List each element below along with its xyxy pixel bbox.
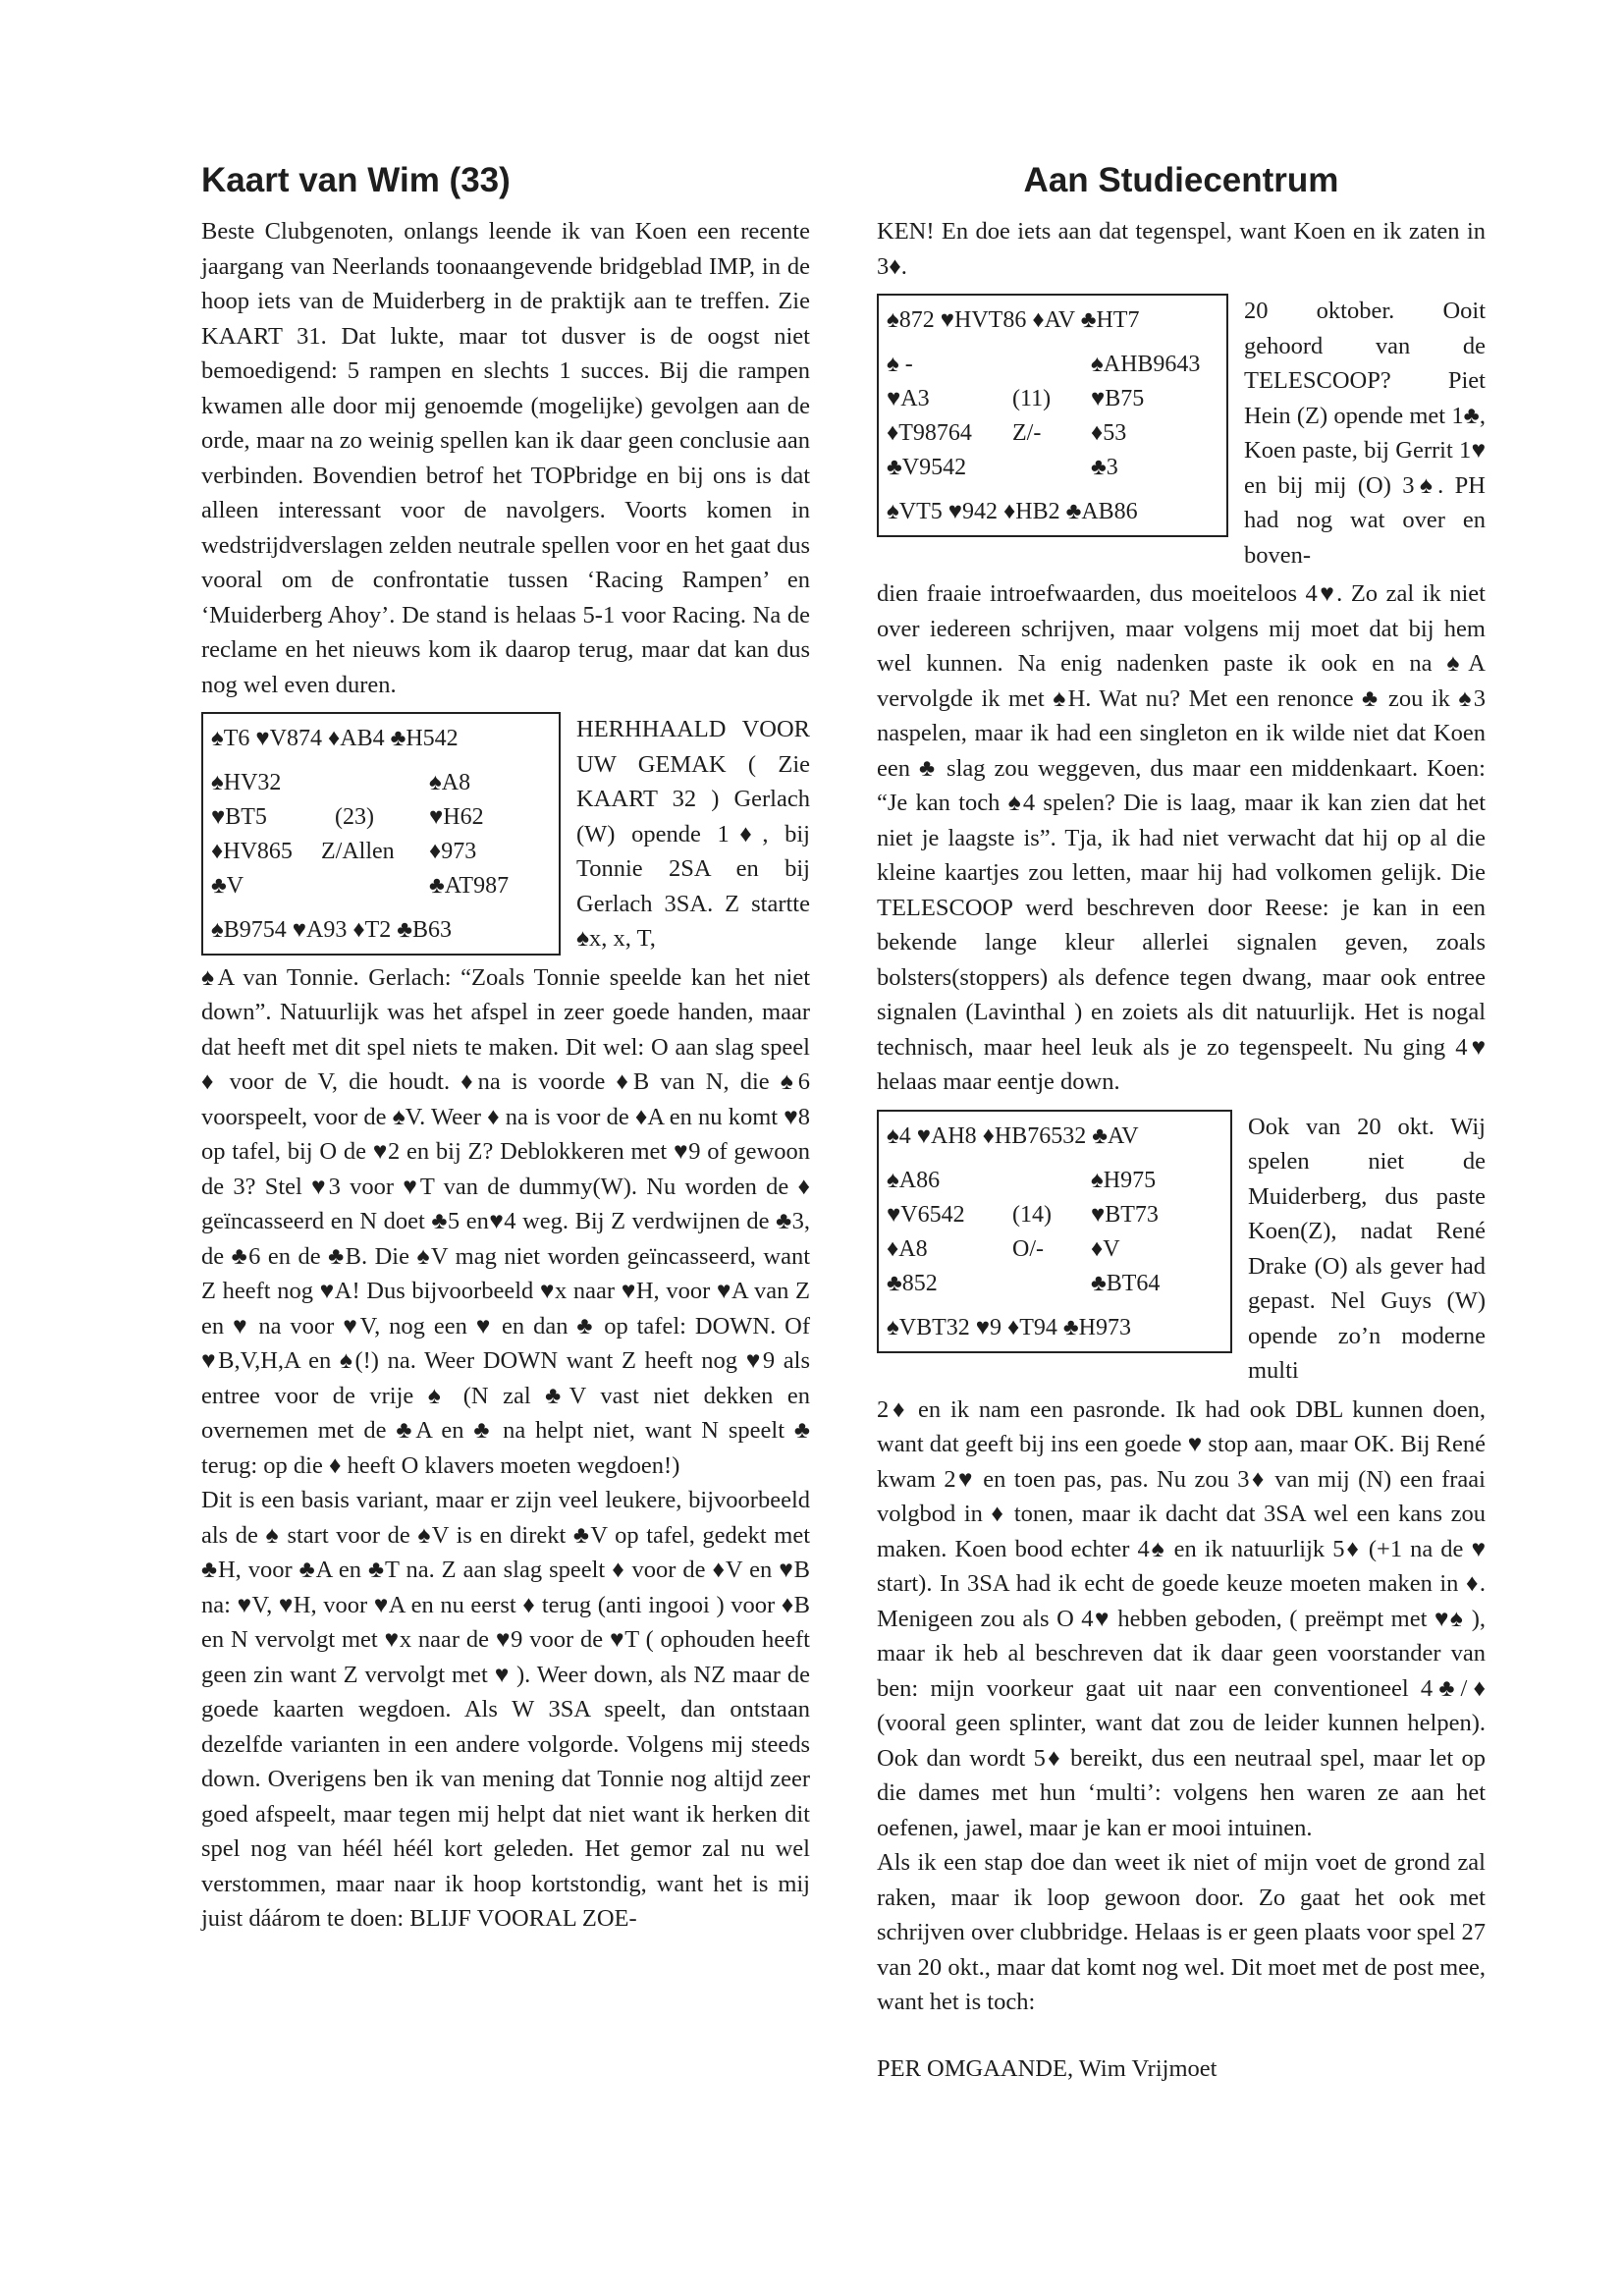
west-hearts: ♥BT5 <box>211 804 267 830</box>
east-clubs: ♣3 <box>1091 455 1118 480</box>
board-number: (11) <box>1012 386 1052 411</box>
right-paragraph-4: Als ik een stap doe dan weet ik niet of mijn voet de grond zal raken, maar ik loop gewoon door. Zo gaat het ook met schrijven over clubbridge. Helaas is er geen plaats voor spel 27 van 20 okt., maar dat komt nog wel. Dit moet met de post mee, want het is toch: <box>877 1849 1486 2015</box>
east-clubs: ♣AT987 <box>429 873 510 899</box>
east-spades: ♠H975 <box>1091 1167 1157 1193</box>
south-hand: ♠VBT32 ♥9 ♦T94 ♣H973 <box>887 1314 1131 1340</box>
deal-middle <box>1012 348 1091 382</box>
deal-diagram <box>201 712 561 956</box>
board-number: (14) <box>1012 1201 1052 1228</box>
east-hearts: ♥B75 <box>1091 386 1145 411</box>
deal-row <box>211 800 553 835</box>
south-hand: ♠B9754 ♥A93 ♦T2 ♣B63 <box>211 917 453 943</box>
deal-row <box>887 348 1220 382</box>
deal-row <box>211 835 553 869</box>
north-hand: ♠T6 ♥V874 ♦AB4 ♣H542 <box>211 726 459 751</box>
deal-middle <box>1012 1164 1091 1198</box>
right-paragraph-1: KEN! En doe iets aan dat tegenspel, want Koen en ik zaten in 3♦. <box>877 218 1486 280</box>
west-diamonds: ♦HV865 <box>211 839 293 864</box>
deal-middle <box>321 766 429 800</box>
deal-diagram <box>877 294 1228 537</box>
deal-middle <box>321 869 429 903</box>
right-column <box>877 159 1486 2086</box>
west-spades: ♠ - <box>887 352 913 377</box>
left-paragraph-2: ♠A van Tonnie. Gerlach: “Zoals Tonnie speelde kan het niet down”. Natuurlijk was het afspel in zeer goede handen, maar dat heeft met dit spel niets te maken. Dit wel: O aan slag speel ♦ voor de V, die houdt. ♦na is voorde ♦B van N, die ♠6 voorspeelt, voor de ♠V. Weer ♦ na is voor de ♦A en nu komt ♥8 op tafel, bij O de ♥2 en bij Z? Deblokkeren met ♥9 of gewoon de 3? Stel ♥3 voor ♥T van de dummy(W). Nu worden de ♦ geïncasseerd en N doet ♣5 en♥4 weg. Bij Z verdwijnen de ♣3, de ♣6 en de ♣B. Die ♠V mag niet worden geïncasseerd, want Z heeft nog ♥A! Dus bijvoorbeeld ♥x naar ♥H, voor ♥A van Z en ♥ na voor ♥V, nog een ♥ en dan ♣ op tafel: DOWN. Of ♥B,V,H,A en ♠(!) na. Weer DOWN want Z heeft nog ♥9 als entree voor de vrije ♠ (N zal ♣V vast niet dekken en overnemen met de ♣A en ♣ na helpt niet, want N speelt ♣ terug: op die ♦ heeft O klavers moeten wegdoen!) <box>201 963 810 1479</box>
deal-row <box>887 1232 1224 1267</box>
west-spades: ♠HV32 <box>211 770 282 795</box>
west-hearts: ♥V6542 <box>887 1201 965 1228</box>
signature: PER OMGAANDE, Wim Vrijmoet <box>877 2054 1218 2082</box>
deal-middle <box>1012 1267 1091 1301</box>
deal-14 <box>877 1110 1486 1389</box>
north-hand: ♠872 ♥HVT86 ♦AV ♣HT7 <box>887 307 1140 333</box>
east-spades: ♠AHB9643 <box>1091 352 1201 377</box>
deal-row <box>211 869 553 903</box>
deal-diagram <box>877 1110 1232 1353</box>
left-paragraph-1: Beste Clubgenoten, onlangs leende ik van Koen een recente jaargang van Neerlands toonaangevende bridgeblad IMP, in de hoop iets van de Muiderberg in de praktijk aan te treffen. Zie KAART 31. Dat lukte, maar tot dusver is de oogst niet bemoedigend: 5 rampen en slechts 1 succes. Bij die rampen kwamen alle door mij genoemde (mogelijke) gevolgen aan de orde, maar na zo weinig spellen kan ik daar geen conclusie aan verbinden. Bovendien betrof het TOPbridge en bij ons is dat alleen interessant voor de navolgers. Voorts komen in wedstrijdverslagen zelden neutrale spellen voor en het gaat dus vooral om de confrontatie tussen ‘Racing Rampen’ en ‘Muiderberg Ahoy’. De stand is helaas 5-1 voor Racing. Na de reclame en het nieuws kom ik daarop terug, maar dat kan dus nog wel even duren. <box>201 218 810 698</box>
west-clubs: ♣852 <box>887 1270 938 1296</box>
deal-side-text: Ook van 20 okt. Wij spelen niet de Muiderberg, dus paste Koen(Z), nadat René Drake (O) als gever had gepast. Nel Guys (W) opende zo’n moderne multi <box>1248 1113 1486 1384</box>
west-clubs: ♣V <box>211 873 244 899</box>
left-column <box>201 159 810 1937</box>
east-hearts: ♥H62 <box>429 804 484 830</box>
deal-middle <box>1012 451 1091 485</box>
dealer-vulnerability: O/- <box>1012 1235 1044 1262</box>
west-spades: ♠A86 <box>887 1167 941 1193</box>
article-title: Kaart van Wim (33) <box>201 161 511 199</box>
east-clubs: ♣BT64 <box>1091 1270 1161 1296</box>
south-hand: ♠VT5 ♥942 ♦HB2 ♣AB86 <box>887 499 1138 524</box>
west-clubs: ♣V9542 <box>887 455 967 480</box>
left-paragraph-3: Dit is een basis variant, maar er zijn veel leukere, bijvoorbeeld als de ♠ start voor de ♠V is en direkt ♣V op tafel, gedekt met ♣H, voor ♣A en ♣T na. Z aan slag speelt ♦ voor de ♦V en ♥B na: ♥V, ♥H, voor ♥A en nu eerst ♦ terug (anti ingooi ) voor ♦B en N vervolgt met ♥x naar de ♥9 voor de ♥T ( ophouden heeft geen zin want Z vervolgt met ♥ ). Weer down, als NZ maar de goede kaarten wegdoen. Als W 3SA speelt, dan ontstaan dezelfde varianten in een andere volgorde. Volgens mij steeds down. Overigens ben ik van mening dat Tonnie nog altijd zeer goed afspeelt, maar tegen mij helpt dat niet want ik herken dit spel nog van héél héél kort geleden. Het gemor zal nu wel verstommen, maar naar ik hoop kortstondig, want het is mij juist dáárom te doen: BLIJF VOORAL ZOE- <box>201 1487 810 1932</box>
deal-row <box>887 382 1220 416</box>
deal-row <box>887 416 1220 451</box>
deal-row <box>887 1164 1224 1198</box>
deal-row <box>887 451 1220 485</box>
deal-row <box>887 1267 1224 1301</box>
north-hand: ♠4 ♥AH8 ♦HB76532 ♣AV <box>887 1122 1139 1149</box>
deal-side-text: HERHHAALD VOOR UW GEMAK ( Zie KAART 32 ) Gerlach (W) opende 1♦, bij Tonnie 2SA en bij Gerlach 3SA. Z startte ♠x, x, T, <box>576 716 810 952</box>
deal-side-text: 20 oktober. Ooit gehoord van de TELESCOOP? Piet Hein (Z) opende met 1♣, Koen paste, bij Gerrit 1♥ en bij mij (O) 3♠. PH had nog wat over en boven- <box>1244 298 1486 569</box>
west-hearts: ♥A3 <box>887 386 930 411</box>
section-title: Aan Studiecentrum <box>1023 161 1339 199</box>
board-number: (23) <box>335 804 374 830</box>
east-hearts: ♥BT73 <box>1091 1201 1159 1228</box>
west-diamonds: ♦A8 <box>887 1235 928 1262</box>
dealer-vulnerability: Z/- <box>1012 420 1042 446</box>
dealer-vulnerability: Z/Allen <box>321 839 395 864</box>
right-paragraph-3: 2♦ en ik nam een pasronde. Ik had ook DBL kunnen doen, want dat geeft bij ins een goede ♥ stop aan, maar OK. Bij René kwam 2♥ en toen pas, pas. Nu zou 3♦ van mij (N) een fraai volgbod in ♦ tonen, maar ik dacht dat 3SA wel een kans zou maken. Koen bood echter 4♠ en ik natuurlijk 5♦ (+1 na de ♥ start). In 3SA had ik echt de goede keuze moeten maken in ♦. Menigeen zou als O 4♥ hebben geboden, ( preëmpt met ♥♠ ), maar ik heb al beschreven dat ik daar geen voorstander van ben: mijn voorkeur gaat uit naar een conventioneel 4♣/♦ (vooral geen splinter, want dat zou de leider kunnen helpen). Ook dan wordt 5♦ bereikt, dus een neutraal spel, maar let op die dames met hun ‘multi’: volgens hen waren ze aan het oefenen, jawel, maar je kan er mooi intuinen. <box>877 1395 1486 1841</box>
west-diamonds: ♦T98764 <box>887 420 972 446</box>
east-diamonds: ♦V <box>1091 1235 1120 1262</box>
deal-row <box>211 766 553 800</box>
east-spades: ♠A8 <box>429 770 471 795</box>
deal-11 <box>877 294 1486 573</box>
right-paragraph-2: dien fraaie introefwaarden, dus moeiteloos 4♥. Zo zal ik niet over iedereen schrijven, maar volgens mij moet dat bij hem wel kunnen. Na enig nadenken paste ik ook en na ♠A vervolgde ik met ♠H. Wat nu? Met een renonce ♣ zou ik ♠3 naspelen, maar ik had een singleton en ik wilde niet dat Koen een ♣ slag zou weggeven, dus maar een middenkaart. Koen: “Je kan toch ♠4 spelen? Die is laag, maar ik kan zien dat het niet je laagste is”. Tja, ik had niet verwacht dat hij op al die kleine kaartjes zou letten, maar hij had volkomen gelijk. Die TELESCOOP werd beschreven door Reese: je kan in een bekende lange kleur allerlei signalen geven, zoals bolsters(stoppers) als defence tegen dwang, maar ook entree signalen (Lavinthal ) en zoiets als dit natuurlijk. Het is nogal technisch, maar heel leuk als je zo tegenspeelt. Nu ging 4♥ helaas maar eentje down. <box>877 580 1486 1095</box>
deal-row <box>887 1198 1224 1232</box>
deal-23 <box>201 712 810 957</box>
east-diamonds: ♦973 <box>429 839 477 864</box>
east-diamonds: ♦53 <box>1091 420 1127 446</box>
